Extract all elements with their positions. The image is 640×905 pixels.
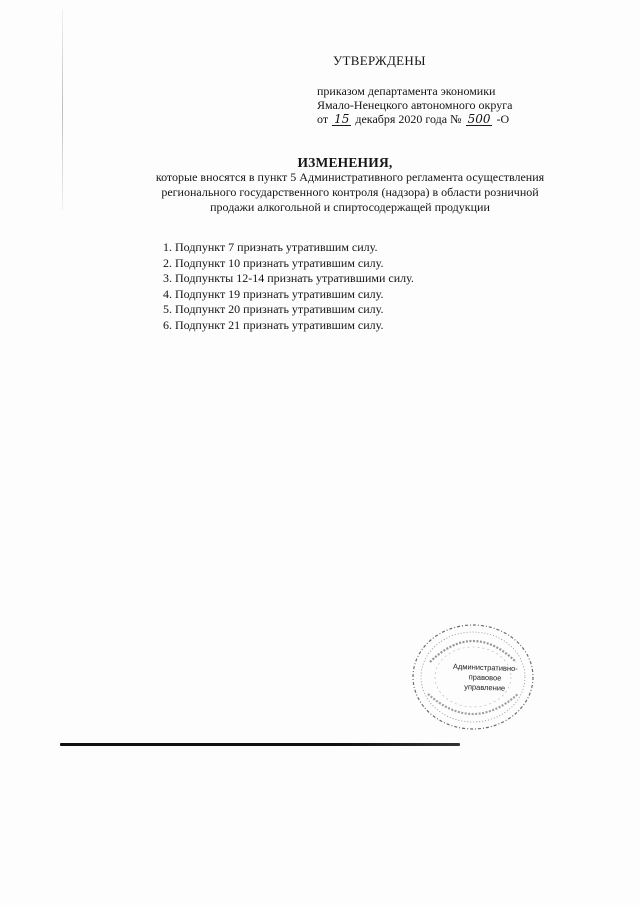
stamp-line: правовое — [468, 672, 502, 683]
bottom-divider — [60, 743, 460, 746]
date-prefix: от — [317, 112, 329, 126]
handwritten-day: 15 — [334, 112, 350, 126]
subtitle-line: продажи алкогольной и спиртосодержащей продукции — [210, 200, 490, 214]
approval-block — [317, 84, 512, 126]
subtitle-line: регионального государственного контроля (надзора) в области розничной — [161, 185, 539, 199]
approval-line-1: приказом департамента экономики — [317, 84, 496, 98]
document-subtitle — [140, 170, 560, 215]
subtitle-line: которые вносятся в пункт 5 Административного регламента осуществления — [155, 170, 545, 184]
stamp-line: Административно- — [452, 661, 518, 674]
list-item: 5. Подпункт 20 признать утратившим силу. — [163, 302, 384, 316]
document-title — [0, 155, 640, 171]
list-item: 3. Подпункты 12-14 признать утратившими силу. — [163, 271, 414, 285]
approval-heading: УТВЕРЖДЕНЫ — [333, 53, 426, 68]
list-item: 4. Подпункт 19 признать утратившим силу. — [163, 286, 384, 301]
order-suffix: -О — [496, 112, 510, 126]
stamp-line: управление — [464, 682, 506, 693]
list-item: 2. Подпункт 10 признать утратившим силу. — [163, 255, 384, 270]
list-item: 1. Подпункт 7 признать утратившим силу. — [163, 240, 378, 254]
list-item: 6. Подпункт 21 признать утратившим силу. — [163, 317, 384, 332]
amendment-list — [163, 240, 414, 333]
approval-line-2: Ямало-Ненецкого автономного округа — [317, 98, 513, 112]
date-middle: декабря 2020 года № — [355, 112, 462, 126]
stamp-text — [449, 662, 520, 694]
approval-date-line — [317, 112, 512, 126]
scan-edge-artifact — [62, 10, 63, 210]
document-title-text: ИЗМЕНЕНИЯ, — [297, 155, 393, 170]
handwritten-order-number: 500 — [467, 112, 491, 126]
